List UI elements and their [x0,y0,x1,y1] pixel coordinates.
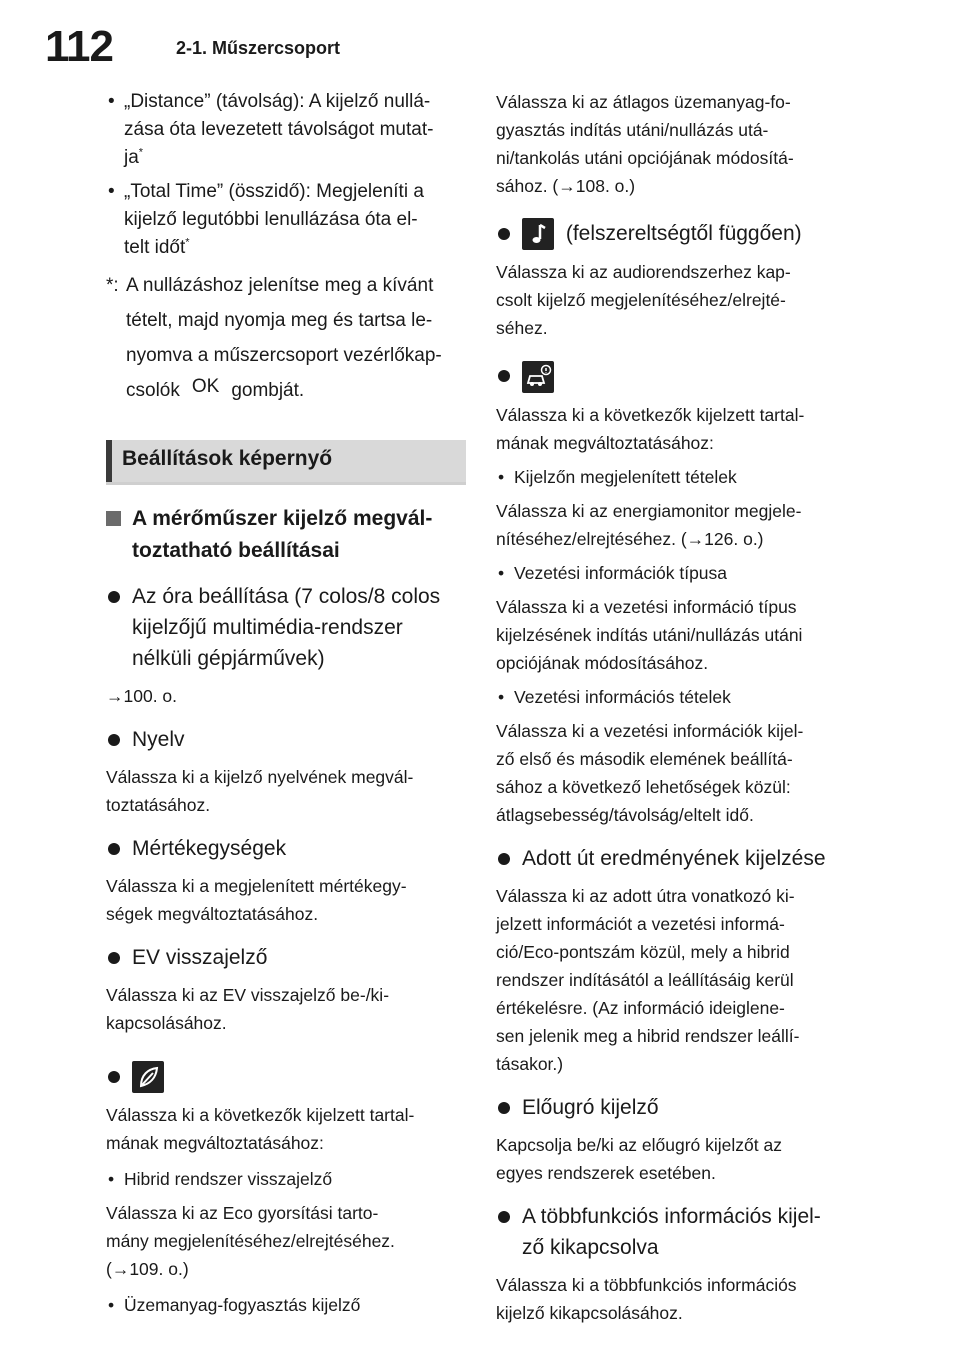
eco-leaf-icon [132,1061,164,1093]
footnote: *: A nullázáshoz jelenítse meg a kívánt tételt, majd nyomja meg és tartsa le- nyomva a műszercsoport vezérlőkap- csolók OK gombját. [106,268,466,408]
eco-bullet-hybrid: • Hibrid rendszer visszajelző [106,1165,466,1193]
item-trip-result: Adott út eredményének kijelzése [496,843,848,874]
car-info-icon [522,361,554,393]
round-bullet-icon [498,1211,510,1223]
vehicle-info-description: Válassza ki a következők kijelzett tartal- mának megváltoztatásához: [496,404,805,453]
language-description: Válassza ki a kijelző nyelvének megvál- toztatásához. [106,767,414,815]
round-bullet-icon [108,952,120,964]
vehicle-bullet-items: • Kijelzőn megjelenített tételek [496,463,848,491]
popup-description: Kapcsolja be/ki az előugró kijelzőt az egyes rendszerek esetében. [496,1134,782,1183]
round-bullet-icon [108,591,120,603]
bullet-distance: • „Distance” (távolság): A kijelző nullá- zása óta levezetett távolságot mutat- ja* [106,88,466,172]
units-description: Válassza ki a megjelenített mértékegy- ségek megváltoztatásához. [106,876,407,924]
bullet-total-time: • „Total Time” (összidő): Megjeleníti a kijelző legutóbbi lenullázása óta el- telt időt* [106,178,466,262]
eco-bullet-fuel: • Üzemanyag-fogyasztás kijelző [106,1291,466,1319]
round-bullet-icon [498,853,510,865]
section-heading: Beállítások képernyő [106,440,466,482]
multi-info-off-description: Válassza ki a többfunkciós információs kijelző kikapcsolásához. [496,1274,797,1323]
eco-description: Válassza ki a következők kijelzett tartal- mának megváltoztatásához: [106,1105,415,1154]
page-number: 112 [45,22,113,71]
item-eco [106,1061,466,1093]
chapter-title: 2-1. Műszercsoport [176,38,341,58]
item-popup: Előugró kijelző [496,1092,848,1123]
round-bullet-icon [498,370,510,382]
round-bullet-icon [498,228,510,240]
round-bullet-icon [108,1071,120,1083]
item-units: Mértékegységek [106,833,466,864]
vehicle-drive-items-description: Válassza ki a vezetési információk kijel- ző első és második elemének beállítá- sához a következő lehetőségek közül: átlagsebesség/távolság/eltelt idő. [496,720,804,825]
item-multi-info-off: A többfunkciós információs kijel- ző kikapcsolva [496,1201,848,1263]
clock-reference: →100. o. [106,686,178,706]
left-column [106,88,466,1325]
round-bullet-icon [108,734,120,746]
item-ev-indicator: EV visszajelző [106,942,466,973]
audio-description: Válassza ki az audiorendszerhez kap- csolt kijelző megjelenítéséhez/elrejté- séhez. [496,262,791,339]
subsection-title: A mérőműszer kijelző megvál- toztatható beállításai [106,503,466,567]
vehicle-bullet-type: • Vezetési információk típusa [496,559,848,587]
eco-hybrid-description: Válassza ki az Eco gyorsítási tarto- mány megjelenítéséhez/elrejtéséhez. (→109. o.) [106,1203,395,1280]
vehicle-type-description: Válassza ki a vezetési információ típus kijelzésének indítás utáni/nullázás utáni opciójának módosításához. [496,596,803,673]
round-bullet-icon [108,843,120,855]
vehicle-bullet-drive-items: • Vezetési információs tételek [496,683,848,711]
page-header [0,0,960,90]
item-clock: Az óra beállítása (7 colos/8 colos kijelzőjű multimédia-rendszer nélküli gépjárművek) [106,581,466,674]
vehicle-items-description: Válassza ki az energiamonitor megjele- nítéséhez/elrejtéséhez. (→126. o.) [496,500,802,549]
ok-button-icon: OK [191,376,220,397]
section-divider [106,482,466,485]
music-note-icon [522,218,554,250]
trip-result-description: Válassza ki az adott útra vonatkozó ki- jelzett információt a vezetési informá- ció/Eco-pontszám közül, mely a hibrid rendszer indításától a leállításáig kerül értékelésre. (Az információ ideiglene- sen jelenik meg a hibrid rendszer leállí- tásakor.) [496,885,800,1074]
item-audio: (felszereltségtől függően) [496,218,848,250]
item-vehicle-info [496,360,848,392]
right-column [496,88,848,1327]
fuel-description: Válassza ki az átlagos üzemanyag-fo- gyasztás indítás utáni/nullázás utá- ni/tankolás utáni opciójának módosítá- sához. (→108. o.) [496,92,794,196]
round-bullet-icon [498,1102,510,1114]
square-bullet-icon [106,511,121,526]
item-language: Nyelv [106,724,466,755]
ev-description: Válassza ki az EV visszajelző be-/ki- kapcsolásához. [106,985,390,1033]
